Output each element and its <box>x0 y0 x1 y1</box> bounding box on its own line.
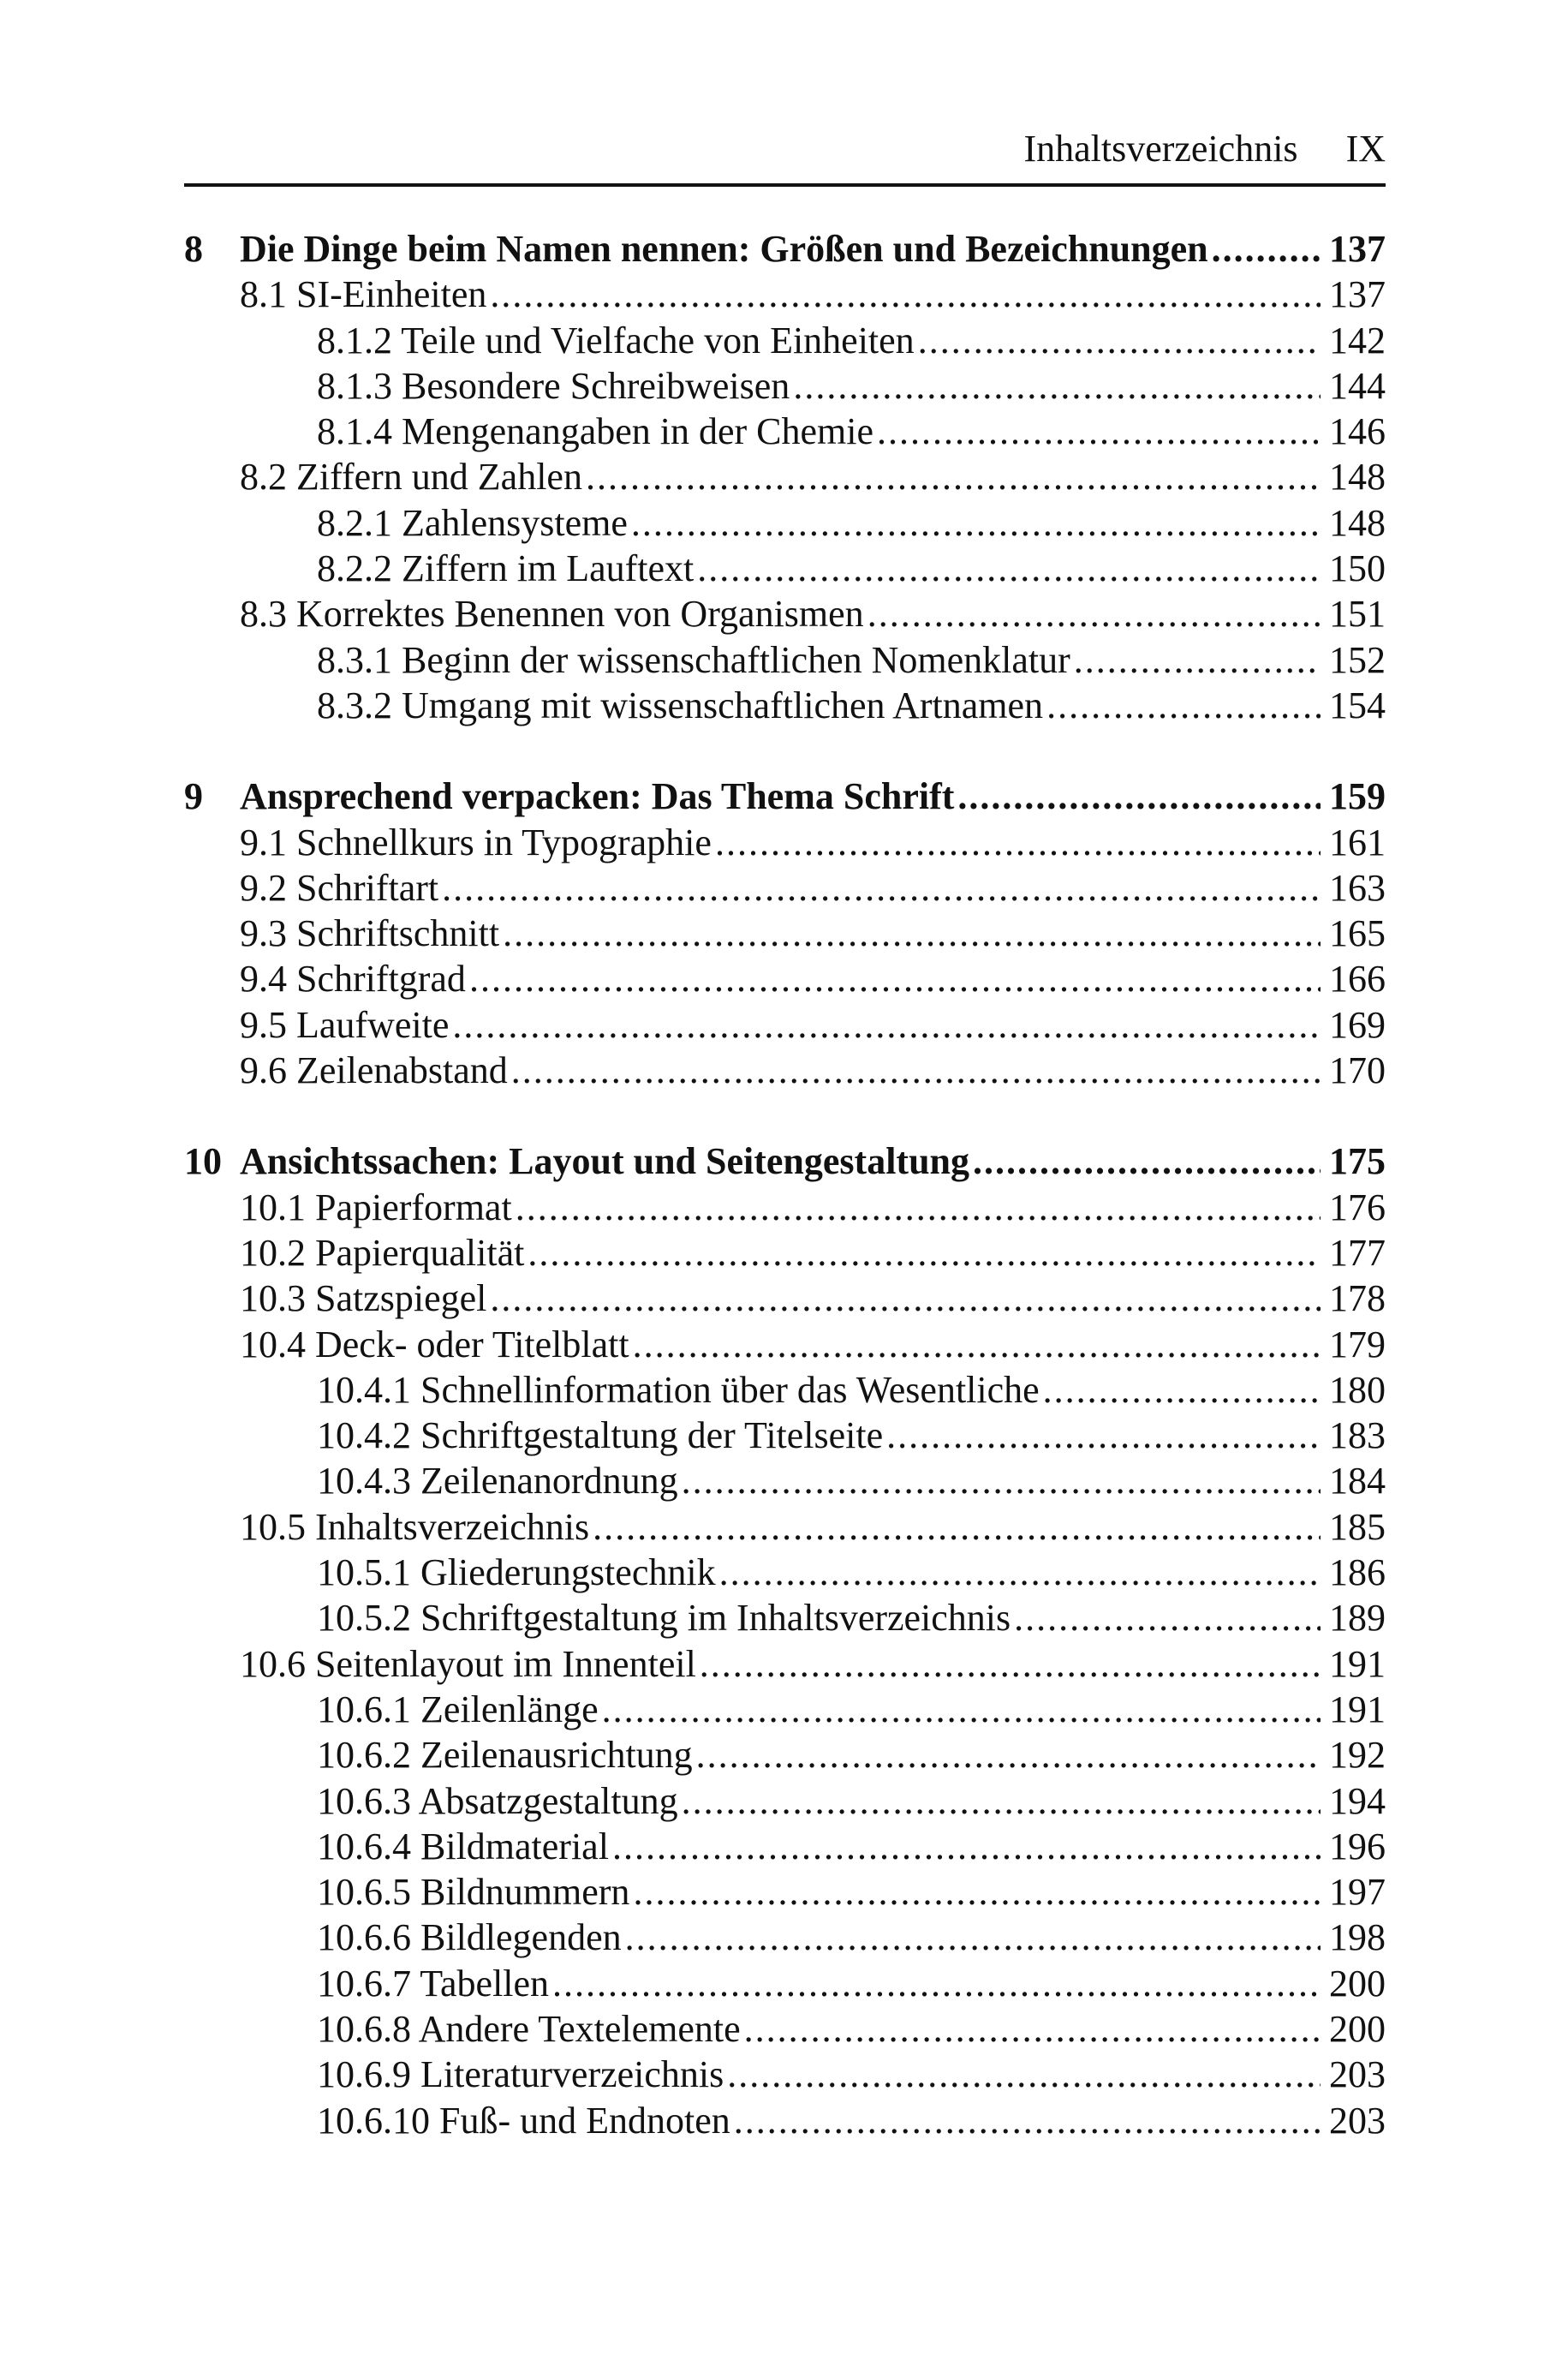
toc-entry-title: 8.2.1 Zahlensysteme <box>317 501 628 544</box>
toc-subsection-entry[interactable] <box>184 1869 1386 1915</box>
toc-leader-dots <box>612 1824 1321 1869</box>
toc-section-entry[interactable] <box>184 454 1386 499</box>
toc-leader-dots <box>886 1413 1321 1458</box>
toc-entry-title: 8.1.4 Mengenangaben in der Chemie <box>317 410 874 453</box>
toc-entry-title: 9.5 Laufweite <box>240 1003 450 1046</box>
toc-section-entry[interactable] <box>184 1276 1386 1321</box>
toc-chapter-number: 9 <box>184 775 203 818</box>
toc-page-number: 189 <box>1329 1597 1386 1640</box>
toc-section-entry[interactable] <box>184 1048 1386 1093</box>
toc-subsection-entry[interactable] <box>184 683 1386 728</box>
toc-page-number: 175 <box>1329 1140 1386 1183</box>
toc-page-number: 170 <box>1329 1049 1386 1092</box>
toc-leader-dots <box>918 318 1321 363</box>
toc-subsection-entry[interactable] <box>184 409 1386 454</box>
toc-section-entry[interactable] <box>184 820 1386 865</box>
toc-leader-dots <box>700 1641 1321 1687</box>
toc-section-entry[interactable] <box>184 865 1386 911</box>
toc-leader-dots <box>727 2052 1321 2097</box>
toc-leader-dots <box>528 1230 1321 1276</box>
toc-section-entry[interactable] <box>184 1230 1386 1276</box>
toc-chapter-number: 10 <box>184 1140 222 1183</box>
toc-leader-dots <box>957 774 1321 819</box>
toc-subsection-entry[interactable] <box>184 2098 1386 2143</box>
toc-subsection-entry[interactable] <box>184 500 1386 546</box>
toc-entry-title: 9.6 Zeilenabstand <box>240 1049 508 1092</box>
toc-leader-dots <box>625 1915 1321 1960</box>
toc-entry-title: 8.2 Ziffern und Zahlen <box>240 456 582 499</box>
toc-entry-title: 10.5.1 Gliederungstechnik <box>317 1551 716 1594</box>
toc-entry-title: 10.1 Papierformat <box>240 1186 512 1228</box>
toc-subsection-entry[interactable] <box>184 1732 1386 1778</box>
toc-page-number: 148 <box>1329 456 1386 499</box>
toc-subsection-entry[interactable] <box>184 1413 1386 1458</box>
toc-entry-title: 10.6.8 Andere Textelemente <box>317 2007 741 2050</box>
toc-entry-title: 9.4 Schriftgrad <box>240 958 466 1001</box>
toc-chapter <box>184 1138 1386 2143</box>
toc-page-number: 192 <box>1329 1734 1386 1777</box>
toc-leader-dots <box>602 1687 1321 1732</box>
toc-leader-dots <box>682 1778 1321 1824</box>
toc-entry-title: 10.6.4 Bildmaterial <box>317 1825 609 1867</box>
toc-chapter-label <box>184 1138 969 1184</box>
toc-page-number: 197 <box>1329 1871 1386 1914</box>
toc-page-number: 185 <box>1329 1505 1386 1548</box>
toc-entry-title: 9.3 Schriftschnitt <box>240 912 500 955</box>
toc-chapter-heading[interactable] <box>184 1138 1386 1184</box>
toc-section-entry[interactable] <box>184 591 1386 636</box>
toc-subsection-entry[interactable] <box>184 1687 1386 1732</box>
header-page-number: IX <box>1345 128 1386 170</box>
toc-chapter-title: Ansichtssachen: Layout und Seitengestaltung <box>240 1140 970 1183</box>
header-title: Inhaltsverzeichnis <box>1023 128 1298 170</box>
toc-entry-title: 10.6.1 Zeilenlänge <box>317 1688 599 1730</box>
toc-entry-title: 10.5 Inhaltsverzeichnis <box>240 1505 590 1548</box>
toc-page-number: 150 <box>1329 547 1386 590</box>
toc-subsection-entry[interactable] <box>184 546 1386 591</box>
toc-page-number: 165 <box>1329 912 1386 955</box>
toc-subsection-entry[interactable] <box>184 1595 1386 1640</box>
toc-leader-dots <box>867 591 1321 636</box>
toc-entry-title: 10.5.2 Schriftgestaltung im Inhaltsverzeichnis <box>317 1597 1011 1640</box>
toc-chapter-title: Die Dinge beim Namen nennen: Größen und Bezeichnungen <box>240 228 1208 270</box>
toc-entry-title: 10.6.7 Tabellen <box>317 1962 550 2005</box>
toc-leader-dots <box>631 500 1321 546</box>
toc-leader-dots <box>593 1504 1321 1550</box>
toc-entry-title: 8.2.2 Ziffern im Lauftext <box>317 547 695 590</box>
toc-page-number: 152 <box>1329 638 1386 681</box>
toc-page-number: 191 <box>1329 1688 1386 1730</box>
toc-subsection-entry[interactable] <box>184 363 1386 409</box>
toc-leader-dots <box>696 1732 1321 1778</box>
toc-leader-dots <box>1043 1367 1321 1413</box>
toc-entry-title: 10.6.2 Zeilenausrichtung <box>317 1734 693 1777</box>
toc-page-number: 203 <box>1329 2053 1386 2096</box>
toc-leader-dots <box>734 2098 1321 2143</box>
running-header <box>1023 125 1386 173</box>
toc-subsection-entry[interactable] <box>184 1915 1386 1960</box>
toc-leader-dots <box>1074 637 1321 683</box>
toc-subsection-entry[interactable] <box>184 637 1386 683</box>
toc-page-number: 159 <box>1329 775 1386 818</box>
toc-section-entry[interactable] <box>184 1322 1386 1367</box>
toc-leader-dots <box>586 454 1321 499</box>
toc-leader-dots <box>633 1322 1321 1367</box>
toc-entry-title: 10.3 Satzspiegel <box>240 1277 487 1320</box>
toc-page-number: 142 <box>1329 319 1386 361</box>
toc-entry-title: 8.3.2 Umgang mit wissenschaftlichen Artnamen <box>317 684 1044 726</box>
toc-section-entry[interactable] <box>184 1185 1386 1230</box>
toc-page-number: 137 <box>1329 228 1386 270</box>
toc-page-number: 146 <box>1329 410 1386 453</box>
toc-leader-dots <box>552 1961 1321 2006</box>
toc-page-number: 200 <box>1329 2007 1386 2050</box>
toc-page-number: 196 <box>1329 1825 1386 1867</box>
toc-page-number: 191 <box>1329 1642 1386 1685</box>
toc-section-entry[interactable] <box>184 1002 1386 1048</box>
toc-leader-dots <box>697 546 1321 591</box>
toc-leader-dots <box>516 1185 1321 1230</box>
toc-section-entry[interactable] <box>184 911 1386 956</box>
toc-leader-dots <box>1046 683 1321 728</box>
toc-entry-title: 8.3.1 Beginn der wissenschaftlichen Nomenklatur <box>317 638 1070 681</box>
toc-page-number: 184 <box>1329 1460 1386 1503</box>
toc-entry-title: 10.4.3 Zeilenanordnung <box>317 1460 678 1503</box>
toc-page-number: 200 <box>1329 1962 1386 2005</box>
toc-subsection-entry[interactable] <box>184 1824 1386 1869</box>
toc-leader-dots <box>719 1550 1321 1595</box>
toc-entry-title: 10.6.6 Bildlegenden <box>317 1916 622 1959</box>
toc-leader-dots <box>503 911 1321 956</box>
table-of-contents <box>184 226 1386 2189</box>
toc-entry-title: 8.3 Korrektes Benennen von Organismen <box>240 593 864 636</box>
toc-subsection-entry[interactable] <box>184 1961 1386 2006</box>
toc-leader-dots <box>469 956 1321 1001</box>
toc-entry-title: 9.2 Schriftart <box>240 866 439 909</box>
toc-leader-dots <box>744 2006 1321 2052</box>
toc-chapter-title: Ansprechend verpacken: Das Thema Schrift <box>240 775 955 818</box>
toc-chapter-label <box>184 226 1208 272</box>
toc-subsection-entry[interactable] <box>184 2006 1386 2052</box>
toc-page-number: 148 <box>1329 501 1386 544</box>
toc-leader-dots <box>452 1002 1321 1048</box>
toc-leader-dots <box>715 820 1321 865</box>
toc-page-number: 161 <box>1329 821 1386 863</box>
toc-chapter-number: 8 <box>184 228 203 270</box>
toc-page-number: 169 <box>1329 1003 1386 1046</box>
toc-entry-title: 10.4 Deck- oder Titelblatt <box>240 1323 629 1365</box>
toc-entry-title: 10.4.1 Schnellinformation über das Wesentliche <box>317 1368 1040 1411</box>
toc-chapter-label <box>184 774 954 819</box>
toc-subsection-entry[interactable] <box>184 318 1386 363</box>
toc-leader-dots <box>877 409 1321 454</box>
toc-leader-dots <box>1014 1595 1321 1640</box>
toc-entry-title: 8.1 SI-Einheiten <box>240 273 487 316</box>
toc-page-number: 179 <box>1329 1323 1386 1365</box>
toc-chapter <box>184 774 1386 1093</box>
toc-leader-dots <box>1212 226 1321 272</box>
toc-entry-title: 10.6.10 Fuß- und Endnoten <box>317 2099 730 2142</box>
toc-entry-title: 10.2 Papierqualität <box>240 1231 525 1274</box>
toc-page-number: 180 <box>1329 1368 1386 1411</box>
toc-page-number: 203 <box>1329 2099 1386 2142</box>
toc-chapter <box>184 226 1386 728</box>
toc-page-number: 178 <box>1329 1277 1386 1320</box>
toc-entry-title: 8.1.2 Teile und Vielfache von Einheiten <box>317 319 915 361</box>
toc-leader-dots <box>633 1869 1321 1915</box>
toc-entry-title: 8.1.3 Besondere Schreibweisen <box>317 364 790 407</box>
toc-entry-title: 10.6 Seitenlayout im Innenteil <box>240 1642 696 1685</box>
toc-subsection-entry[interactable] <box>184 2052 1386 2097</box>
toc-page-number: 176 <box>1329 1186 1386 1228</box>
toc-chapter-heading[interactable] <box>184 774 1386 819</box>
toc-subsection-entry[interactable] <box>184 1458 1386 1503</box>
page-header <box>184 118 1386 187</box>
toc-entry-title: 10.6.3 Absatzgestaltung <box>317 1779 678 1822</box>
toc-page-number: 183 <box>1329 1414 1386 1457</box>
toc-section-entry[interactable] <box>184 272 1386 317</box>
toc-entry-title: 10.6.5 Bildnummern <box>317 1871 630 1914</box>
toc-entry-title: 9.1 Schnellkurs in Typographie <box>240 821 712 863</box>
toc-section-entry[interactable] <box>184 1641 1386 1687</box>
toc-page-number: 198 <box>1329 1916 1386 1959</box>
toc-leader-dots <box>442 865 1321 911</box>
toc-section-entry[interactable] <box>184 956 1386 1001</box>
toc-leader-dots <box>490 1276 1321 1321</box>
toc-page-number: 194 <box>1329 1779 1386 1822</box>
toc-page-number: 163 <box>1329 866 1386 909</box>
toc-entry-title: 10.6.9 Literaturverzeichnis <box>317 2053 724 2096</box>
toc-leader-dots <box>682 1458 1321 1503</box>
toc-page-number: 186 <box>1329 1551 1386 1594</box>
toc-entry-title: 10.4.2 Schriftgestaltung der Titelseite <box>317 1414 884 1457</box>
toc-subsection-entry[interactable] <box>184 1778 1386 1824</box>
toc-page-number: 166 <box>1329 958 1386 1001</box>
toc-page-number: 151 <box>1329 593 1386 636</box>
toc-leader-dots <box>511 1048 1321 1093</box>
toc-page-number: 177 <box>1329 1231 1386 1274</box>
toc-leader-dots <box>490 272 1321 317</box>
toc-page-number: 154 <box>1329 684 1386 726</box>
toc-leader-dots <box>973 1138 1321 1184</box>
toc-chapter-heading[interactable] <box>184 226 1386 272</box>
toc-page-number: 137 <box>1329 273 1386 316</box>
toc-subsection-entry[interactable] <box>184 1550 1386 1595</box>
toc-page-number: 144 <box>1329 364 1386 407</box>
toc-leader-dots <box>793 363 1321 409</box>
toc-section-entry[interactable] <box>184 1504 1386 1550</box>
toc-subsection-entry[interactable] <box>184 1367 1386 1413</box>
